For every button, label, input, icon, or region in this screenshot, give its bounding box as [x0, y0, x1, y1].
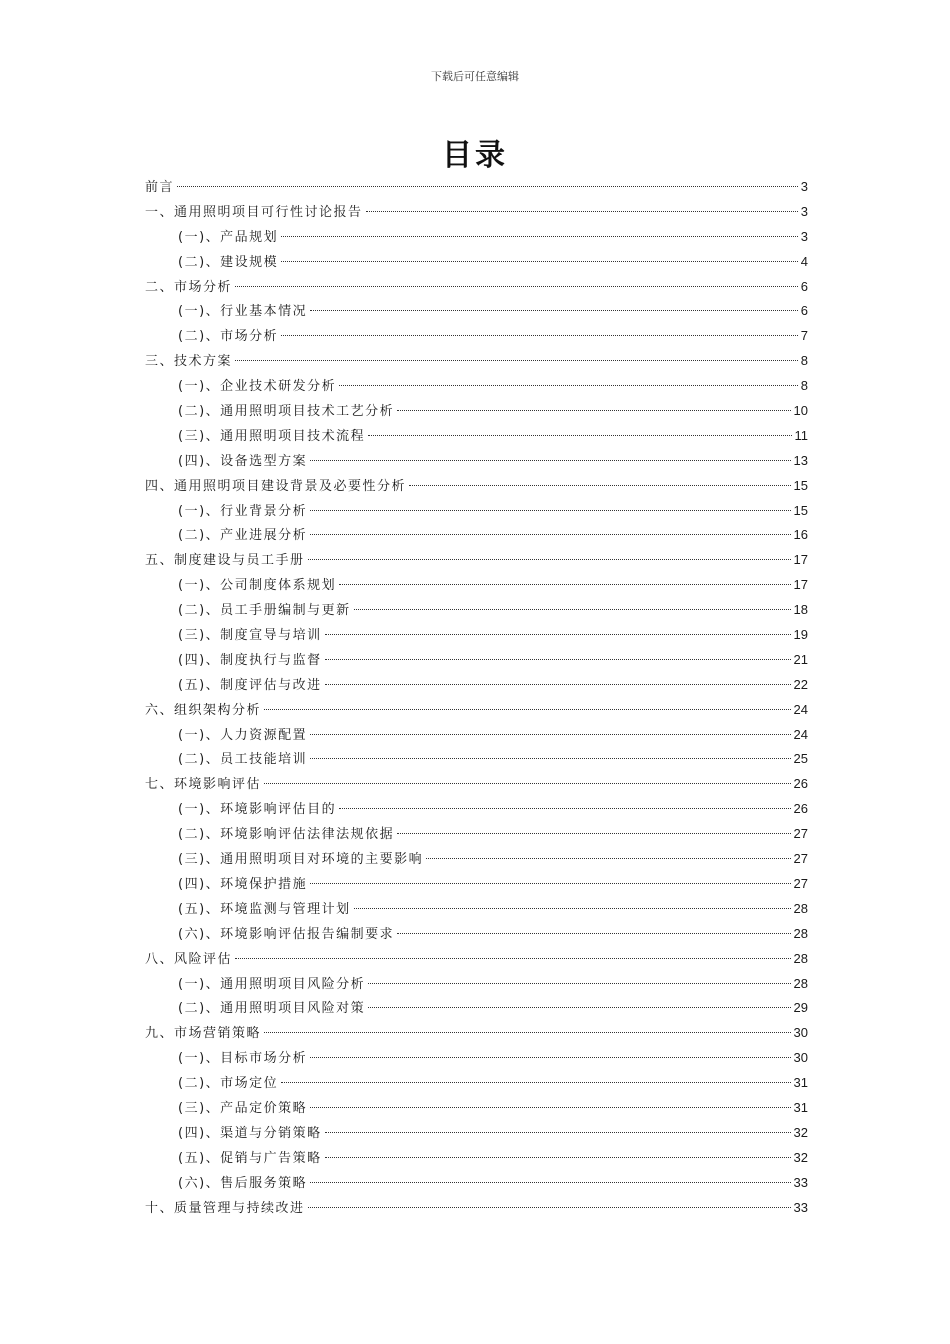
toc-dot-leader — [308, 559, 791, 560]
toc-entry-label: (三)、通用照明项目技术流程 — [178, 428, 366, 444]
toc-dot-leader — [426, 858, 790, 859]
toc-dot-leader — [397, 410, 790, 411]
toc-chapter-entry[interactable] — [145, 947, 808, 972]
toc-entry-label: 七、环境影响评估 — [145, 777, 262, 793]
toc-entry-label: (一)、产品规划 — [178, 229, 279, 245]
toc-dot-leader — [409, 485, 791, 486]
toc-page-number: 25 — [793, 751, 808, 767]
toc-page-number: 8 — [800, 378, 808, 394]
toc-entry-label: 前言 — [145, 180, 175, 195]
toc-chapter-entry[interactable] — [145, 772, 808, 797]
toc-section-entry[interactable] — [145, 797, 808, 822]
toc-page-number: 33 — [793, 1174, 808, 1190]
toc-chapter-entry[interactable] — [145, 474, 808, 499]
toc-dot-leader — [310, 758, 790, 759]
toc-page-number: 3 — [800, 203, 808, 219]
toc-dot-leader — [339, 808, 790, 809]
toc-entry-label: (一)、行业背景分析 — [178, 503, 308, 519]
toc-dot-leader — [397, 833, 790, 834]
toc-dot-leader — [325, 1157, 791, 1158]
toc-page-number: 18 — [793, 602, 808, 618]
toc-page-number: 27 — [793, 875, 808, 891]
toc-section-entry[interactable] — [145, 972, 808, 997]
toc-entry-label: (五)、环境监测与管理计划 — [178, 901, 351, 917]
toc-section-entry[interactable] — [145, 922, 808, 947]
toc-dot-leader — [366, 211, 798, 212]
toc-chapter-entry[interactable] — [145, 275, 808, 300]
toc-page-number: 13 — [793, 452, 808, 468]
toc-page-number: 19 — [793, 627, 808, 643]
toc-entry-label: (二)、建设规模 — [178, 254, 279, 270]
toc-dot-leader — [281, 335, 798, 336]
toc-section-entry[interactable] — [145, 1171, 808, 1196]
toc-chapter-entry[interactable] — [145, 1196, 808, 1221]
toc-dot-leader — [235, 286, 798, 287]
toc-dot-leader — [281, 236, 798, 237]
toc-page-number: 26 — [793, 801, 808, 817]
toc-title: 目录 — [442, 138, 508, 173]
toc-section-entry[interactable] — [145, 523, 808, 548]
toc-chapter-entry[interactable] — [145, 200, 808, 225]
toc-section-entry[interactable] — [145, 424, 808, 449]
toc-entry-label: (二)、通用照明项目风险对策 — [178, 1001, 366, 1017]
toc-page-number: 31 — [793, 1099, 808, 1115]
toc-page-number: 11 — [794, 427, 808, 443]
toc-dot-leader — [310, 534, 790, 535]
toc-dot-leader — [264, 783, 791, 784]
toc-entry-label: (一)、公司制度体系规划 — [178, 578, 337, 594]
toc-entry-label: (一)、行业基本情况 — [178, 304, 308, 320]
toc-entry-label: (一)、企业技术研发分析 — [178, 379, 337, 395]
toc-page-number: 7 — [800, 328, 808, 344]
toc-dot-leader — [264, 1032, 791, 1033]
toc-dot-leader — [325, 659, 791, 660]
toc-entry-label: (一)、环境影响评估目的 — [178, 802, 337, 818]
toc-section-entry[interactable] — [145, 1071, 808, 1096]
toc-dot-leader — [368, 983, 790, 984]
toc-section-entry[interactable] — [145, 250, 808, 275]
toc-page-number: 21 — [793, 651, 808, 667]
toc-dot-leader — [281, 261, 798, 262]
toc-page-number: 3 — [800, 179, 808, 194]
toc-page-number: 27 — [793, 826, 808, 842]
toc-entry-label: (六)、环境影响评估报告编制要求 — [178, 926, 395, 942]
toc-dot-leader — [339, 584, 790, 585]
toc-section-entry[interactable] — [145, 1146, 808, 1171]
toc-entry-label: 四、通用照明项目建设背景及必要性分析 — [145, 478, 407, 494]
toc-entry-label: 二、市场分析 — [145, 279, 233, 295]
toc-page-number: 30 — [793, 1025, 808, 1041]
toc-page-number: 24 — [793, 726, 808, 742]
toc-dot-leader — [397, 933, 790, 934]
toc-section-entry[interactable] — [145, 324, 808, 349]
toc-section-entry[interactable] — [145, 996, 808, 1021]
toc-section-entry[interactable] — [145, 299, 808, 324]
toc-section-entry[interactable] — [145, 872, 808, 897]
toc-dot-leader — [368, 1007, 790, 1008]
toc-entry-label: 六、组织架构分析 — [145, 702, 262, 718]
toc-entry-label: (二)、产业进展分析 — [178, 528, 308, 544]
toc-section-entry[interactable] — [145, 723, 808, 748]
toc-page-number: 31 — [793, 1075, 808, 1091]
toc-section-entry[interactable] — [145, 847, 808, 872]
toc-dot-leader — [310, 1057, 790, 1058]
toc-page-number: 3 — [800, 228, 808, 244]
toc-section-entry[interactable] — [145, 648, 808, 673]
toc-dot-leader — [368, 435, 791, 436]
toc-entry-label: (三)、产品定价策略 — [178, 1100, 308, 1116]
toc-dot-leader — [310, 883, 790, 884]
toc-page-number: 15 — [793, 477, 808, 493]
toc-entry-label: (二)、市场分析 — [178, 329, 279, 345]
toc-dot-leader — [325, 1132, 791, 1133]
toc-section-entry[interactable] — [145, 747, 808, 772]
toc-page-number: 6 — [800, 278, 808, 294]
toc-list — [145, 175, 808, 1220]
toc-entry-label: (四)、设备选型方案 — [178, 453, 308, 469]
toc-dot-leader — [235, 958, 791, 959]
toc-page-number: 15 — [793, 502, 808, 518]
toc-section-entry[interactable] — [145, 822, 808, 847]
toc-dot-leader — [310, 310, 798, 311]
toc-dot-leader — [354, 609, 791, 610]
toc-page-number: 17 — [793, 577, 808, 593]
toc-entry-label: 五、制度建设与员工手册 — [145, 553, 305, 569]
toc-dot-leader — [264, 709, 791, 710]
toc-dot-leader — [310, 1182, 790, 1183]
toc-page-number: 16 — [793, 527, 808, 543]
toc-entry-label: (二)、员工手册编制与更新 — [178, 603, 351, 619]
toc-entry-label: (三)、制度宣导与培训 — [178, 628, 322, 644]
toc-dot-leader — [325, 684, 791, 685]
toc-dot-leader — [281, 1082, 790, 1083]
toc-section-entry[interactable] — [145, 1046, 808, 1071]
toc-section-entry[interactable] — [145, 499, 808, 524]
toc-dot-leader — [310, 460, 790, 461]
toc-entry-label: (四)、制度执行与监督 — [178, 652, 322, 668]
toc-page-number: 29 — [793, 1000, 808, 1016]
toc-entry-label: 一、通用照明项目可行性讨论报告 — [145, 204, 363, 220]
toc-page-number: 28 — [793, 900, 808, 916]
toc-page-number: 30 — [793, 1050, 808, 1066]
toc-page-number: 6 — [800, 303, 808, 319]
toc-page-number: 32 — [793, 1149, 808, 1165]
toc-section-entry[interactable] — [145, 374, 808, 399]
page-header-note: 下载后可任意编辑 — [431, 70, 519, 83]
toc-section-entry[interactable] — [145, 573, 808, 598]
toc-section-entry[interactable] — [145, 225, 808, 250]
toc-entry-label: (二)、通用照明项目技术工艺分析 — [178, 404, 395, 420]
toc-entry-label: 八、风险评估 — [145, 951, 233, 967]
toc-entry-label: 三、技术方案 — [145, 354, 233, 370]
toc-page-number: 26 — [793, 776, 808, 792]
toc-page-number: 32 — [793, 1124, 808, 1140]
toc-entry-label: 九、市场营销策略 — [145, 1026, 262, 1042]
toc-entry-label: (一)、通用照明项目风险分析 — [178, 976, 366, 992]
toc-entry-label: (五)、促销与广告策略 — [178, 1150, 322, 1166]
toc-entry-label: (二)、员工技能培训 — [178, 752, 308, 768]
toc-dot-leader — [310, 510, 790, 511]
toc-dot-leader — [339, 385, 798, 386]
toc-page-number: 33 — [793, 1199, 808, 1215]
toc-section-entry[interactable] — [145, 673, 808, 698]
toc-entry-label: (五)、制度评估与改进 — [178, 677, 322, 693]
toc-chapter-entry[interactable] — [145, 175, 808, 200]
toc-dot-leader — [310, 1107, 790, 1108]
toc-page-number: 28 — [793, 975, 808, 991]
toc-section-entry[interactable] — [145, 399, 808, 424]
toc-chapter-entry[interactable] — [145, 349, 808, 374]
toc-entry-label: (二)、环境影响评估法律法规依据 — [178, 827, 395, 843]
toc-page-number: 8 — [800, 353, 808, 369]
toc-entry-label: (一)、目标市场分析 — [178, 1051, 308, 1067]
toc-chapter-entry[interactable] — [145, 698, 808, 723]
toc-entry-label: (一)、人力资源配置 — [178, 727, 308, 743]
toc-entry-label: 十、质量管理与持续改进 — [145, 1200, 305, 1216]
toc-entry-label: (六)、售后服务策略 — [178, 1175, 308, 1191]
toc-section-entry[interactable] — [145, 897, 808, 922]
toc-dot-leader — [235, 360, 798, 361]
toc-page-number: 28 — [793, 950, 808, 966]
toc-entry-label: (四)、环境保护措施 — [178, 876, 308, 892]
toc-section-entry[interactable] — [145, 598, 808, 623]
toc-dot-leader — [177, 186, 798, 187]
toc-dot-leader — [325, 634, 791, 635]
toc-chapter-entry[interactable] — [145, 1021, 808, 1046]
toc-page-number: 10 — [793, 403, 808, 419]
toc-page-number: 4 — [800, 253, 808, 269]
toc-dot-leader — [308, 1207, 791, 1208]
toc-section-entry[interactable] — [145, 1096, 808, 1121]
toc-section-entry[interactable] — [145, 623, 808, 648]
toc-entry-label: (三)、通用照明项目对环境的主要影响 — [178, 852, 424, 868]
toc-page-number: 22 — [793, 676, 808, 692]
toc-page-number: 28 — [793, 925, 808, 941]
toc-dot-leader — [310, 734, 790, 735]
toc-entry-label: (四)、渠道与分销策略 — [178, 1125, 322, 1141]
toc-page-number: 17 — [793, 552, 808, 568]
toc-section-entry[interactable] — [145, 449, 808, 474]
toc-dot-leader — [354, 908, 791, 909]
toc-page-number: 24 — [793, 701, 808, 717]
toc-entry-label: (二)、市场定位 — [178, 1076, 279, 1092]
toc-page-number: 27 — [793, 851, 808, 867]
toc-chapter-entry[interactable] — [145, 548, 808, 573]
toc-section-entry[interactable] — [145, 1121, 808, 1146]
